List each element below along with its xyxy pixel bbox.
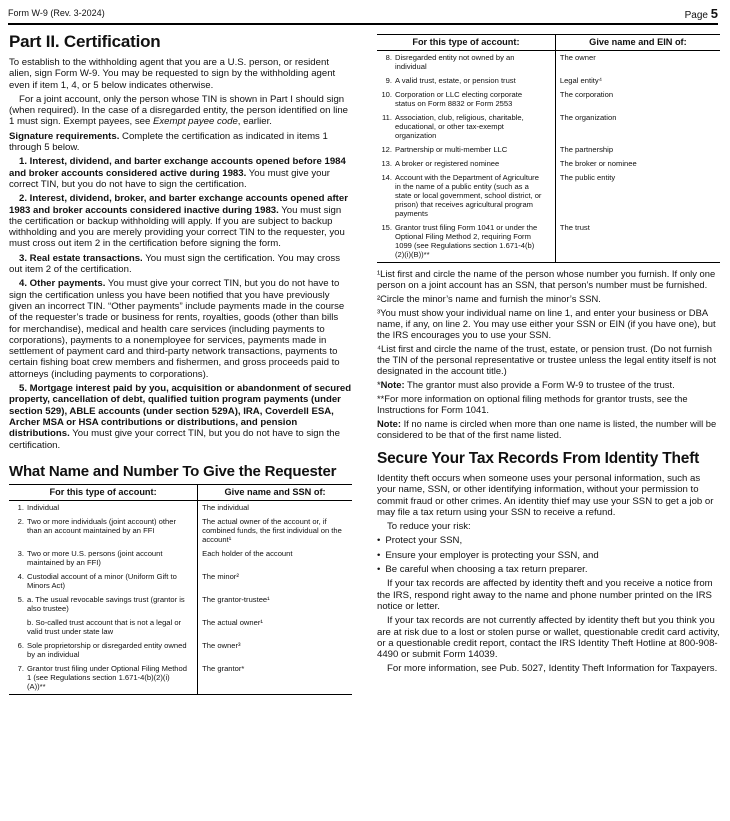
account-type: A valid trust, estate, or pension trust	[395, 76, 516, 85]
ein-col-header-type: For this type of account:	[377, 35, 555, 51]
note-circled	[377, 418, 720, 440]
cert-item-head: 4. Other payments.	[19, 278, 106, 290]
note-head: Note:	[377, 418, 401, 429]
account-type-cell	[9, 593, 198, 616]
footnote-3: ³You must show your individual name on line 1, and enter your business or DBA name, if any, on line 2. You may use either your SSN or EIN (if you have one), but the IRS encourages you to use your SSN.	[377, 307, 716, 340]
give-name-cell: The public entity	[559, 173, 616, 182]
row-number: 1.	[17, 502, 24, 512]
cert-item-head: 1. Interest, dividend, and barter exchange accounts opened before 1984 and broker accounts considered active during 1983.	[9, 156, 346, 179]
give-name-cell: The individual	[202, 502, 249, 512]
give-name-cell: The owner	[559, 53, 596, 62]
row-number: 3.	[17, 548, 24, 558]
sig-head: Signature requirements.	[9, 130, 120, 142]
form-id: Form W-9 (Rev. 3-2024)	[8, 8, 105, 18]
footnote-4: ⁴List first and circle the name of the trust, estate, or pension trust. (Do not furnish the TIN of the personal representative or trustee unless the legal entity itself is not designated in the account title.)	[377, 343, 717, 376]
account-type-cell	[377, 88, 555, 111]
give-name-cell: The trust	[555, 221, 720, 263]
cert-item-1	[9, 156, 352, 190]
ssn-table-row	[9, 593, 352, 616]
page-header	[8, 6, 718, 20]
row-number: 15.	[381, 223, 392, 232]
footnote-optional-methods: **For more information on optional filing methods for grantor trusts, see the Instructions for Form 1041.	[377, 393, 688, 415]
footnote-grantor	[377, 379, 720, 390]
row-number: 13.	[381, 159, 392, 168]
row-number: 5.	[17, 594, 24, 604]
account-type: Grantor trust filing Form 1041 or under the Optional Filing Method 2, requiring Form 1099 (see Regulations section 1.671-4(b)(2)(i)(B))**	[395, 223, 538, 259]
account-type: Custodial account of a minor (Uniform Gift to Minors Act)	[27, 571, 177, 590]
account-type: A broker or registered nominee	[395, 159, 500, 168]
row-number: 10.	[381, 90, 392, 99]
row-number: 8.	[385, 53, 392, 62]
identity-theft-p4: If your tax records are not currently affected by identity theft but you think you are at risk due to a lost or stolen purse or wallet, questionable credit card activity, or a questionable credit report, contact the IRS Identity Theft Hotline at 800-908-4490 or submit Form 14039.	[377, 615, 720, 661]
account-type: Association, club, religious, charitable, educational, or other tax-exempt organization	[395, 113, 524, 140]
account-type-cell	[9, 616, 198, 639]
give-name-cell: The broker or nominee	[559, 159, 637, 168]
ein-table-row	[377, 171, 720, 221]
page-number-value: 5	[710, 6, 718, 21]
footnote-1: ¹List first and circle the name of the person whose number you furnish. If only one person on a joint account has an SSN, that person’s number must be furnished.	[377, 268, 716, 290]
exempt-payee-code-ref: Exempt payee code	[152, 116, 238, 128]
account-type-cell	[377, 111, 555, 143]
bullet-item: • Protect your SSN,	[377, 535, 720, 546]
account-type: Two or more U.S. persons (joint account maintained by an FFI)	[27, 548, 163, 567]
cert-item-5	[9, 383, 352, 451]
account-type-cell	[377, 157, 555, 171]
account-type-cell	[9, 570, 198, 593]
ein-table-row	[377, 51, 720, 75]
identity-theft-p3: If your tax records are affected by identity theft and you receive a notice from the IRS, respond right away to the name and phone number printed on the IRS notice or letter.	[377, 578, 713, 612]
ssn-table-row	[9, 570, 352, 593]
note-body: If no name is circled when more than one name is listed, the number will be considered to be that of the first name listed.	[377, 418, 717, 440]
cert-item-head: 2. Interest, dividend, broker, and barter exchange accounts opened after 1983 and broker accounts considered inactive during 1983.	[9, 193, 348, 216]
account-type-cell	[9, 515, 198, 547]
cert-item-body: You must sign the certification or backup withholding will apply. If you are subject to backup withholding and you are merely providing your correct TIN to the requester, you must cross out item 2 in the certification before signing the form.	[9, 204, 345, 250]
footnotes	[377, 268, 720, 440]
row-number: 9.	[385, 76, 392, 85]
ssn-table	[9, 484, 352, 695]
bullet-item: • Ensure your employer is protecting your SSN, and	[377, 550, 720, 561]
sig-body: Complete the certification as indicated in items 1 through 5 below.	[9, 130, 328, 154]
identity-theft-p2: To reduce your risk:	[387, 521, 471, 533]
ein-col-header-give: Give name and EIN of:	[555, 35, 720, 51]
give-name-cell: The partnership	[559, 145, 614, 154]
page-number	[685, 6, 718, 21]
joint-text: For a joint account, only the person whose TIN is shown in Part I should sign (when required). In the case of a disregarded entity, the person identified on line 1 must sign. Exempt payees, see	[9, 93, 349, 128]
give-name-cell: The grantor*	[198, 662, 352, 695]
account-type-cell	[9, 639, 198, 662]
account-type: Individual	[27, 502, 60, 512]
give-name-cell: The organization	[559, 113, 617, 122]
footnote-2: ²Circle the minor’s name and furnish the minor’s SSN.	[377, 293, 601, 304]
asterisk: *	[377, 379, 381, 390]
what-name-title: What Name and Number To Give the Requester	[9, 462, 337, 480]
account-type: a. The usual revocable savings trust (grantor is also trustee)	[27, 594, 185, 613]
cert-item-body: You must give your correct TIN, but you do not have to sign the certification unless you have been notified that you have previously given an incorrect TIN. “Other payments” include payments made in the course of the requester’s trade or business for rents, royalties, goods (other than bills for merchandise), medical and health care services (including payments to corporations), payments to a nonemployee for services, payments made in settlement of payment card and third-party network transactions, payments to certain fishing boat crew members and fishermen, and gross proceeds paid to attorneys (including payments to corporations).	[9, 278, 345, 380]
give-name-cell: Legal entity⁴	[559, 76, 602, 85]
ssn-table-row	[9, 547, 352, 570]
note-body: The grantor must also provide a Form W-9 to trustee of the trust.	[404, 379, 675, 390]
ssn-table-row	[9, 639, 352, 662]
account-type-cell	[377, 51, 555, 75]
account-type: Partnership or multi-member LLC	[395, 145, 508, 154]
ssn-table-row	[9, 500, 352, 515]
account-type-cell	[377, 171, 555, 221]
account-type-cell	[9, 662, 198, 695]
joint-text-end: , earlier.	[237, 116, 272, 128]
account-type-cell	[9, 547, 198, 570]
ein-table-row	[377, 143, 720, 157]
identity-theft-title: Secure Your Tax Records From Identity Theft	[377, 450, 700, 467]
account-type: b. So-called trust account that is not a legal or valid trust under state law	[27, 617, 182, 636]
ein-table-row	[377, 157, 720, 171]
row-number: 12.	[381, 145, 392, 154]
row-number: 14.	[381, 173, 392, 182]
bullet-item: • Be careful when choosing a tax return preparer.	[377, 564, 720, 575]
account-type-cell	[377, 74, 555, 88]
ssn-table-row	[9, 616, 352, 639]
row-number: 6.	[17, 640, 24, 650]
identity-theft-p5: For more information, see Pub. 5027, Identity Theft Information for Taxpayers.	[387, 663, 718, 675]
ein-table-row	[377, 111, 720, 143]
certification-intro: To establish to the withholding agent that you are a U.S. person, or resident alien, sign Form W-9. You may be requested to sign by the withholding agent even if item 1, 4, or 5 below indicates otherwise.	[9, 57, 336, 91]
note-head: Note:	[380, 379, 405, 390]
give-name-cell: The corporation	[559, 90, 614, 99]
give-name-cell: The owner³	[202, 640, 241, 650]
top-rule	[8, 23, 718, 25]
account-type: Grantor trust filing under Optional Filing Method 1 (see Regulations section 1.671-4(b)(2)(i)(A))**	[27, 663, 187, 691]
ssn-col-header-give: Give name and SSN of:	[198, 484, 352, 500]
cert-item-body: You must give your correct TIN, but you do not have to sign the certification.	[9, 167, 330, 190]
row-number: 2.	[17, 516, 24, 526]
page-label: Page	[684, 10, 708, 21]
account-type-cell	[9, 500, 198, 515]
ein-table-row	[377, 74, 720, 88]
ssn-table-row	[9, 515, 352, 547]
account-type: Disregarded entity not owned by an individual	[395, 53, 515, 71]
cert-item-4	[9, 278, 352, 380]
identity-theft-p1: Identity theft occurs when someone uses your personal information, such as your name, SSN, or other identifying information, without your permission to commit fraud or other crimes. An identity thief may use your SSN to get a job or may file a tax return using your SSN to receive a refund.	[377, 473, 714, 518]
cert-item-body: You must sign the certification. You may cross out item 2 of the certification.	[9, 252, 341, 276]
right-column	[377, 26, 720, 675]
account-type: Account with the Department of Agriculture in the name of a public entity (such as a state or local government, school district, or prison) that receives agricultural program payments	[395, 173, 542, 218]
ssn-col-header-type: For this type of account:	[9, 484, 198, 500]
certification-title: Part II. Certification	[9, 32, 161, 51]
ein-table	[377, 34, 720, 263]
give-name-cell: The grantor-trustee¹	[202, 594, 270, 604]
account-type-cell	[377, 221, 555, 263]
account-type: Two or more individuals (joint account) other than an account maintained by an FFI	[27, 516, 176, 535]
give-name-cell: Each holder of the account	[202, 548, 293, 558]
row-number: 11.	[382, 113, 392, 122]
give-name-cell: The actual owner of the account or, if combined funds, the first individual on the account¹	[202, 516, 342, 544]
cert-item-3	[9, 253, 352, 276]
left-column	[9, 26, 352, 695]
cert-item-head: 3. Real estate transactions.	[19, 252, 143, 264]
account-type: Corporation or LLC electing corporate status on Form 8832 or Form 2553	[395, 90, 523, 108]
joint-account-paragraph	[9, 94, 352, 128]
signature-requirements	[9, 131, 352, 154]
row-number: 7.	[17, 663, 24, 673]
give-name-cell: The minor²	[202, 571, 239, 581]
cert-item-body: You must give your correct TIN, but you do not have to sign the certification.	[9, 428, 340, 451]
ein-table-row	[377, 221, 720, 263]
account-type-cell	[377, 143, 555, 157]
give-name-cell: The actual owner¹	[202, 617, 263, 627]
cert-item-head: 5. Mortgage interest paid by you, acquisition or abandonment of secured property, cancellation of debt, qualified tuition program payments (under section 529), ABLE accounts (under section 529A), IRA, Coverdell ESA, Archer MSA or HSA contributions or distributions, and pension distributions.	[9, 383, 352, 440]
cert-item-2	[9, 193, 352, 249]
account-type: Sole proprietorship or disregarded entity owned by an individual	[27, 640, 187, 659]
ssn-table-row	[9, 662, 352, 695]
ein-table-row	[377, 88, 720, 111]
row-number: 4.	[17, 571, 24, 581]
